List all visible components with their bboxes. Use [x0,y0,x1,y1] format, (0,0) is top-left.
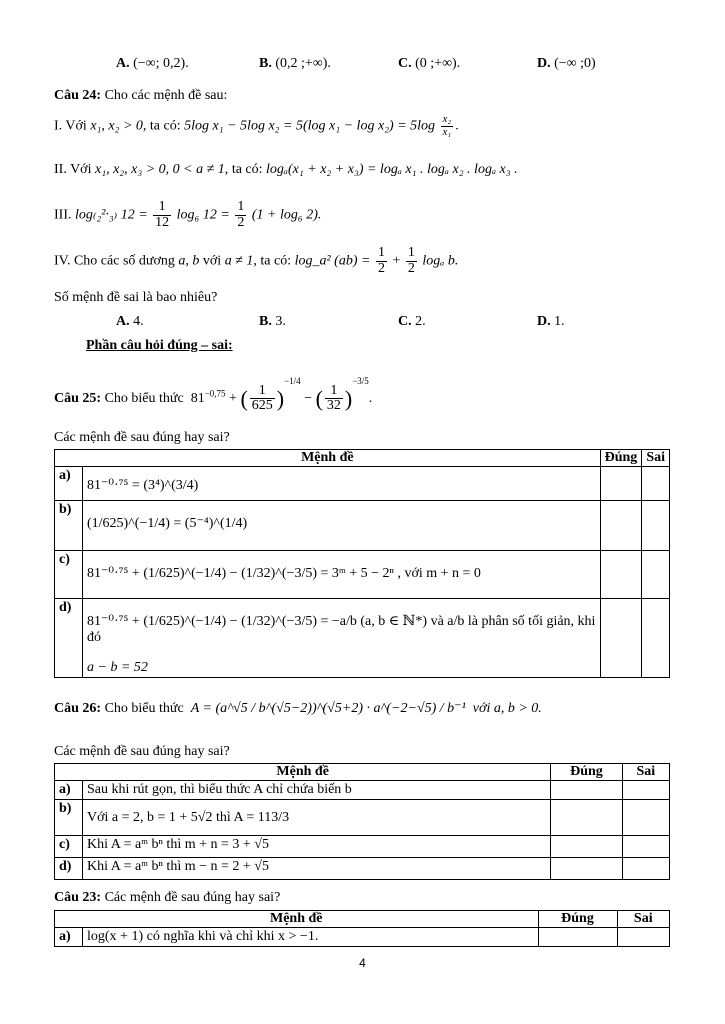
header-false: Sai [642,450,670,467]
q24-option-a [116,314,144,330]
fraction [153,200,171,230]
statement-expr: (1 + log₆ 2). [251,207,322,223]
q23b-heading [54,890,280,906]
statement-prefix: IV. Cho các số dương [54,253,175,269]
false-cell[interactable] [642,599,670,678]
true-cell[interactable] [551,781,622,800]
option-a [116,56,189,72]
q25-question: Các mệnh đề sau đúng hay sai? [54,430,230,445]
table-header-row [55,911,670,928]
denominator: 625 [251,398,273,414]
option-text: 1. [554,314,565,329]
option-label: C. [398,56,412,71]
row-statement: Khi A = aᵐ bⁿ thì m + n = 3 + √5 [83,836,551,858]
row-statement: (1/625)^(−1/4) = (5⁻⁴)^(1/4) [83,501,601,551]
question-label: Câu 26: [54,701,102,716]
option-label: A. [116,56,130,71]
row-label: c) [55,551,83,599]
false-cell[interactable] [622,781,669,800]
fraction [250,384,275,414]
table-row [55,599,670,678]
statement-condition: x₁, x₂ > 0, [90,118,147,134]
row-label: b) [55,800,83,836]
true-cell[interactable] [600,599,642,678]
table-row [55,781,670,800]
row-label: a) [55,781,83,800]
table-row [55,467,670,501]
option-text: 2. [415,314,426,329]
table-row [55,551,670,599]
table-header-row [55,764,670,781]
row-statement [83,599,601,678]
expr-exponent: −0,75 [204,388,226,399]
option-text: (−∞; 0,2). [133,56,189,71]
q25-heading: Câu 25: Cho biểu thức $81^{-0,75}$ + ( $\frac{1}{625}$ )$^{-1/4}$ − ( $\frac{1}{32}$ )$^{-3/5}$. [54,376,373,414]
q24-statement-3 [54,200,321,230]
row-statement: Khi A = aᵐ bⁿ thì m − n = 2 + √5 [83,858,551,880]
row-statement-line: 81⁻⁰·⁷⁵ + (1/625)^(−1/4) − (1/32)^(−3/5) = −a/b (a, b ∈ ℕ*) và a/b là phân số tối giản, khi đó [87,614,596,645]
row-label: d) [55,858,83,880]
option-text: (0 ;+∞). [415,56,461,71]
question-intro: Các mệnh đề sau đúng hay sai? [104,890,281,905]
statement-expr: logₐ b. [422,253,459,269]
plus-sign: + [392,253,401,269]
statement-mid: ta có: [149,118,181,134]
header-statement: Mệnh đề [55,911,539,928]
option-label: B. [259,314,272,329]
denominator: 2 [377,260,385,276]
statement-expr: 5log x₁ − 5log x₂ = 5(log x₁ − log x₂) = 5log [184,118,436,134]
q26-heading [54,700,542,717]
table-row [55,836,670,858]
row-statement: Sau khi rút gọn, thì biểu thức A chỉ chứa biến b [83,781,551,800]
question-expr: A = (a^√5 / b^(√5−2))^(√5+2) · a^(−2−√5) / b⁻¹ [190,701,466,716]
option-text: 4. [133,314,144,329]
numerator: 1 [153,200,171,216]
true-cell[interactable] [551,836,622,858]
question-intro: Cho các mệnh đề sau: [104,88,228,103]
table-row [55,858,670,880]
table-row [55,800,670,836]
section-heading: Phần câu hỏi đúng – sai: [86,338,233,353]
false-cell[interactable] [642,467,670,501]
row-statement-line: a − b = 52 [87,660,148,675]
question-condition: với a, b > 0. [472,701,542,716]
row-label: b) [55,501,83,551]
statement-vars: a, b [178,253,200,269]
fraction [406,246,417,276]
statement-condition: x₁, x₂, x₃ > 0, 0 < a ≠ 1, [94,162,229,177]
q24-option-c [398,314,426,330]
false-cell[interactable] [622,836,669,858]
option-b [259,56,331,72]
q25-table [54,449,670,678]
statement-prefix: III. [54,207,72,223]
row-statement: Với a = 2, b = 1 + 5√2 thì A = 113/3 [83,800,551,836]
row-statement: 81⁻⁰·⁷⁵ + (1/625)^(−1/4) − (1/32)^(−3/5) = 3ᵐ + 5 − 2ⁿ , với m + n = 0 [83,551,601,599]
numerator: 1 [377,245,385,260]
q24-statement-4 [54,246,458,276]
statement-prefix: II. Với [54,162,92,177]
false-cell[interactable] [617,928,670,947]
fraction [376,246,387,276]
statement-expr: log₍₂²·₃₎ 12 = [75,207,148,223]
header-false: Sai [617,911,670,928]
q24-option-d [537,314,565,330]
false-cell[interactable] [622,800,669,836]
question-intro: Cho biểu thức [104,391,184,406]
fraction [441,114,454,138]
q24-heading [54,88,227,104]
option-text: (0,2 ;+∞). [275,56,331,71]
table-row [55,928,670,947]
option-text: (−∞ ;0) [554,56,596,71]
row-statement: log(x + 1) có nghĩa khi và chỉ khi x > −1. [83,928,539,947]
statement-condition: a ≠ 1, [224,253,257,269]
question-label: Câu 23: [54,890,102,905]
option-c [398,56,460,72]
option-label: D. [537,56,551,71]
question-intro: Cho biểu thức [104,701,184,716]
expr-base: 81 [190,391,205,406]
header-true: Đúng [600,450,642,467]
page-number: 4 [359,956,366,970]
numerator: 1 [325,384,343,400]
numerator: 1 [407,245,415,260]
question-label: Câu 25: [54,391,102,406]
question-label: Câu 24: [54,88,102,103]
numerator: 1 [250,384,275,400]
true-cell[interactable] [600,467,642,501]
true-cell[interactable] [538,928,617,947]
row-statement: 81⁻⁰·⁷⁵ = (3⁴)^(3/4) [83,467,601,501]
option-text: 3. [275,314,286,329]
header-statement: Mệnh đề [55,450,601,467]
header-false: Sai [622,764,669,781]
statement-expr: log_a² (ab) = [294,253,371,269]
option-label: B. [259,56,272,71]
option-label: C. [398,314,412,329]
statement-mid: ta có: [260,253,292,269]
option-d [537,56,596,72]
denominator: x₁ [442,125,452,138]
false-cell[interactable] [642,501,670,551]
false-cell[interactable] [622,858,669,880]
q24-option-b [259,314,286,330]
denominator: 32 [326,398,341,414]
table-header-row [55,450,670,467]
statement-expr: log₆ 12 = [176,207,230,223]
statement-mid: ta có: [231,162,263,177]
denominator: 12 [155,214,170,230]
header-statement: Mệnh đề [55,764,551,781]
row-label: c) [55,836,83,858]
denominator: 2 [407,260,415,276]
q24-statement-1: I. Với x₁, x₂ > 0, ta có: 5log x₁ − 5log x₂ = 5(log x₁ − log x₂) = 5log $\frac{\text{x₂}}{\text{x₁}}$ . [54,113,459,138]
exponent: −3/5 [352,376,369,386]
statement-with: với [202,253,222,269]
option-label: D. [537,314,551,329]
statement-prefix: I. Với [54,118,87,134]
q24-question: Số mệnh đề sai là bao nhiêu? [54,290,218,305]
header-true: Đúng [538,911,617,928]
exponent: −1/4 [284,376,301,386]
true-cell[interactable] [551,858,622,880]
q26-question: Các mệnh đề sau đúng hay sai? [54,744,230,759]
statement-expr: logₐ(x₁ + x₂ + x₃) = logₐ x₁ . logₐ x₂ . logₐ x₃ . [266,162,518,177]
q23b-table [54,910,670,947]
fraction [325,384,343,414]
table-row [55,501,670,551]
true-cell[interactable] [600,501,642,551]
row-label: d) [55,599,83,678]
true-cell[interactable] [551,800,622,836]
fraction [235,200,246,230]
false-cell[interactable] [642,551,670,599]
q26-table [54,763,670,880]
numerator: 1 [237,199,245,214]
row-label: a) [55,467,83,501]
numerator: x₂ [442,113,452,125]
q24-statement-2 [54,162,518,178]
denominator: 2 [237,214,245,230]
row-label: a) [55,928,83,947]
header-true: Đúng [551,764,622,781]
option-label: A. [116,314,130,329]
true-cell[interactable] [600,551,642,599]
